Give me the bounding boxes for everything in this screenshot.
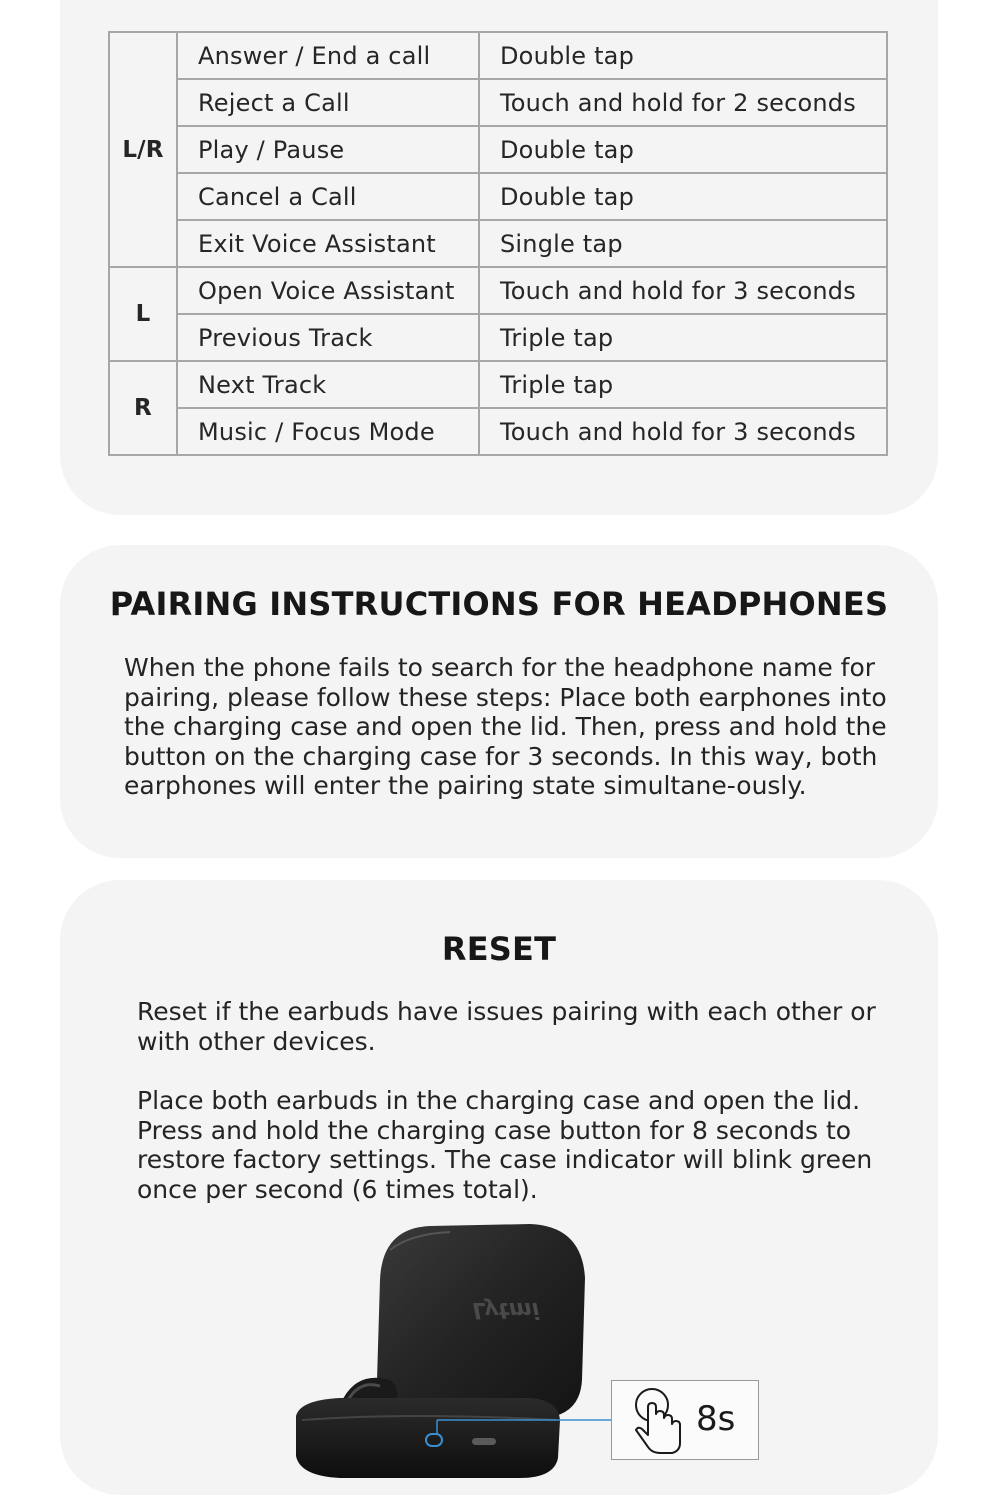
usb-port-icon	[472, 1438, 496, 1445]
gesture-cell: Triple tap	[479, 314, 887, 361]
gesture-cell: Double tap	[479, 126, 887, 173]
action-cell: Exit Voice Assistant	[177, 220, 479, 267]
action-cell: Reject a Call	[177, 79, 479, 126]
action-cell: Previous Track	[177, 314, 479, 361]
action-cell: Next Track	[177, 361, 479, 408]
hold-timer-callout	[611, 1380, 759, 1460]
table-row	[109, 267, 887, 314]
reset-title: RESET	[441, 930, 557, 968]
reset-steps-text: Place both earbuds in the charging case and open the lid. Press and hold the charging case button for 8 seconds to restore factory settings. The case indicator will blink green once per second (6 times total).	[137, 1086, 873, 1204]
brand-logo: Lytmi	[472, 1297, 540, 1322]
side-cell-lr: L/R	[109, 32, 177, 267]
action-cell: Open Voice Assistant	[177, 267, 479, 314]
table-row	[109, 314, 887, 361]
table-row	[109, 408, 887, 455]
action-cell: Music / Focus Mode	[177, 408, 479, 455]
side-cell-r: R	[109, 361, 177, 455]
gesture-cell: Touch and hold for 2 seconds	[479, 79, 887, 126]
pairing-title: PAIRING INSTRUCTIONS FOR HEADPHONES	[109, 585, 889, 623]
table-row	[109, 126, 887, 173]
hold-duration-label: 8s	[696, 1399, 736, 1439]
pairing-instructions-text: When the phone fails to search for the headphone name for pairing, please follow these steps: Place both earphones into the charging case and open the lid. Then, press and hold the button on the charging case for 3 seconds. In this way, both earphones will enter the pairing state simultane-ously.	[124, 653, 887, 800]
table-row	[109, 79, 887, 126]
gesture-cell: Single tap	[479, 220, 887, 267]
action-cell: Play / Pause	[177, 126, 479, 173]
reset-card	[60, 880, 938, 1495]
touch-controls-table	[108, 31, 888, 456]
gesture-cell: Double tap	[479, 173, 887, 220]
controls-card	[60, 0, 938, 515]
table-row	[109, 173, 887, 220]
action-cell: Cancel a Call	[177, 173, 479, 220]
press-hold-hand-icon	[632, 1385, 688, 1457]
gesture-cell: Touch and hold for 3 seconds	[479, 267, 887, 314]
gesture-cell: Touch and hold for 3 seconds	[479, 408, 887, 455]
table-row	[109, 361, 887, 408]
reset-intro-text: Reset if the earbuds have issues pairing with each other or with other devices.	[137, 997, 876, 1056]
gesture-cell: Triple tap	[479, 361, 887, 408]
action-cell: Answer / End a call	[177, 32, 479, 79]
side-cell-l: L	[109, 267, 177, 361]
table-row	[109, 220, 887, 267]
table-row	[109, 32, 887, 79]
gesture-cell: Double tap	[479, 32, 887, 79]
pairing-card	[60, 545, 938, 858]
